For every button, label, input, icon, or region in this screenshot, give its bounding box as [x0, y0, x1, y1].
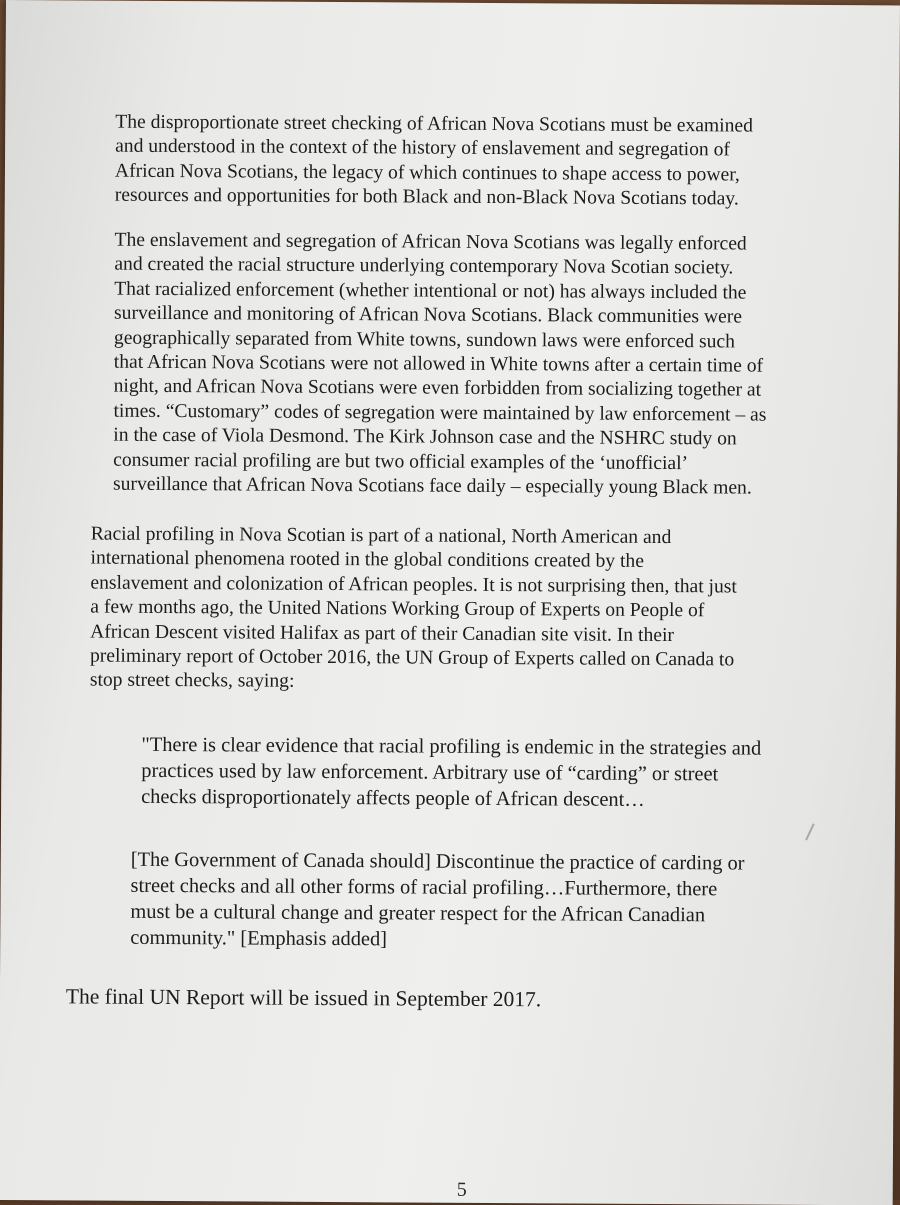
- text-line: stop street checks, saying:: [89, 669, 295, 693]
- text-line: resources and opportunities for both Black and non-Black Nova Scotians today.: [114, 184, 739, 210]
- text-line: night, and African Nova Scotians were even forbidden from socializing together at: [113, 376, 762, 402]
- text-line: The enslavement and segregation of African Nova Scotians was legally enforced: [114, 229, 747, 255]
- text-line: international phenomena rooted in the global conditions created by the: [90, 547, 645, 573]
- text-line: and created the racial structure underlying contemporary Nova Scotian society.: [114, 254, 734, 279]
- text-line: must be a cultural change and greater respect for the African Canadian: [130, 900, 706, 927]
- text-line: enslavement and colonization of African peoples. It is not surprising then, that just: [90, 572, 737, 598]
- paragraph-racial-profiling: [90, 523, 737, 698]
- block-quote-recommendation: [130, 847, 744, 955]
- text-line: and understood in the context of the history of enslavement and segregation of: [115, 136, 731, 161]
- text-line: preliminary report of October 2016, the UN Group of Experts called on Canada to: [89, 645, 735, 671]
- paragraph-final-report: [66, 983, 541, 1012]
- text-line: street checks and all other forms of racial profiling…Furthermore, there: [130, 874, 718, 901]
- block-quote-evidence: [141, 732, 761, 814]
- text-line: community." [Emphasis added]: [130, 926, 388, 951]
- text-line: "There is clear evidence that racial profiling is endemic in the strategies and: [141, 733, 762, 760]
- text-line: that African Nova Scotians were not allowed in White towns after a certain time of: [113, 351, 764, 377]
- paragraph-enslavement: [113, 229, 768, 501]
- text-line: surveillance and monitoring of African Nova Scotians. Black communities were: [114, 302, 743, 328]
- text-line: practices used by law enforcement. Arbitrary use of “carding” or street: [141, 759, 719, 786]
- text-line: checks disproportionately affects people of African descent…: [141, 785, 645, 811]
- text-line: surveillance that African Nova Scotians face daily – especially young Black men.: [112, 473, 752, 499]
- text-line: African Descent visited Halifax as part of their Canadian site visit. In their: [90, 621, 675, 646]
- page-number: 5: [456, 1178, 467, 1201]
- text-line: The disproportionate street checking of African Nova Scotians must be examined: [115, 111, 754, 137]
- pen-mark: [805, 823, 815, 840]
- text-line: That racialized enforcement (whether intentional or not) has always included the: [114, 278, 747, 304]
- text-line: consumer racial profiling are but two official examples of the ‘unofficial’: [113, 449, 689, 474]
- text-line: [The Government of Canada should] Discontinue the practice of carding or: [130, 848, 745, 875]
- text-line: The final UN Report will be issued in September 2017.: [65, 984, 542, 1012]
- paragraph-history: [115, 111, 753, 213]
- text-line: times. “Customary” codes of segregation were maintained by law enforcement – as: [113, 400, 767, 426]
- text-line: in the case of Viola Desmond. The Kirk Johnson case and the NSHRC study on: [113, 424, 737, 450]
- text-line: African Nova Scotians, the legacy of which continues to shape access to power,: [114, 160, 740, 186]
- text-line: Racial profiling in Nova Scotian is part of a national, North American and: [90, 523, 672, 549]
- text-line: a few months ago, the United Nations Working Group of Experts on People of: [90, 596, 705, 622]
- text-line: geographically separated from White towns, sundown laws were enforced such: [113, 327, 735, 353]
